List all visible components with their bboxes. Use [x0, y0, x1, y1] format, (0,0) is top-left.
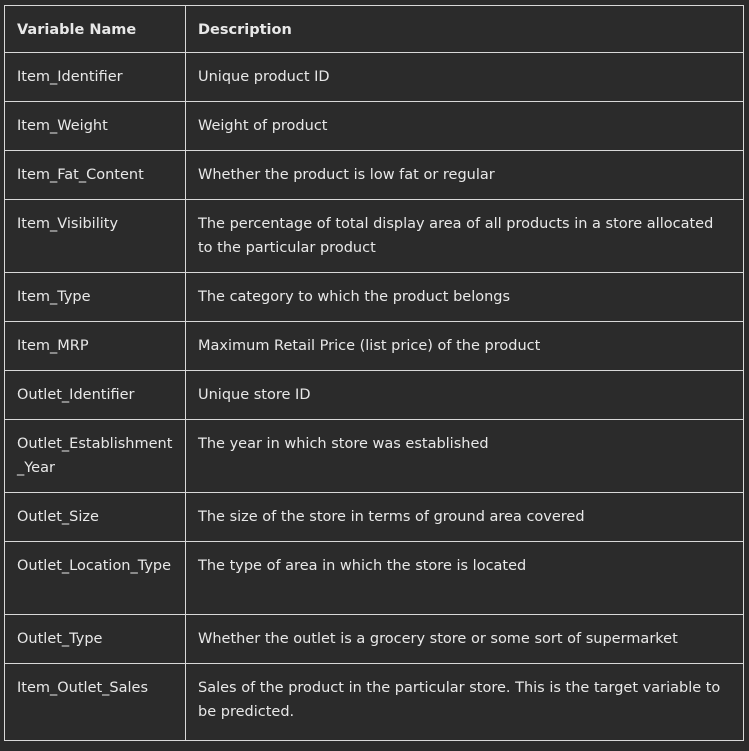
variable-name-cell: Item_Fat_Content	[5, 151, 186, 200]
table-row	[5, 371, 744, 420]
description-cell: Whether the product is low fat or regular	[186, 151, 744, 200]
description-cell: Weight of product	[186, 102, 744, 151]
table-header-row	[5, 6, 744, 53]
description-cell: The type of area in which the store is located	[186, 542, 744, 615]
table-row	[5, 322, 744, 371]
description-cell: Sales of the product in the particular store. This is the target variable to be predicted.	[186, 664, 744, 741]
description-cell: Maximum Retail Price (list price) of the product	[186, 322, 744, 371]
table-row	[5, 200, 744, 273]
header-variable-name: Variable Name	[5, 6, 186, 53]
variable-name-cell: Outlet_Establishment_Year	[5, 420, 186, 493]
variable-name-cell: Outlet_Location_Type	[5, 542, 186, 615]
variable-name-cell: Item_MRP	[5, 322, 186, 371]
variable-name-cell: Item_Weight	[5, 102, 186, 151]
variables-table-container	[4, 5, 743, 741]
table-row	[5, 615, 744, 664]
table-row	[5, 493, 744, 542]
variable-name-cell: Outlet_Size	[5, 493, 186, 542]
table-row	[5, 664, 744, 741]
description-cell: Unique store ID	[186, 371, 744, 420]
variable-name-cell: Outlet_Type	[5, 615, 186, 664]
table-row	[5, 102, 744, 151]
description-cell: The year in which store was established	[186, 420, 744, 493]
description-cell: The size of the store in terms of ground area covered	[186, 493, 744, 542]
table-row	[5, 542, 744, 615]
variable-name-cell: Outlet_Identifier	[5, 371, 186, 420]
variable-name-cell: Item_Type	[5, 273, 186, 322]
variable-name-cell: Item_Visibility	[5, 200, 186, 273]
variable-name-cell: Item_Outlet_Sales	[5, 664, 186, 741]
description-cell: Whether the outlet is a grocery store or some sort of supermarket	[186, 615, 744, 664]
table-row	[5, 53, 744, 102]
description-cell: The percentage of total display area of all products in a store allocated to the particular product	[186, 200, 744, 273]
variables-table	[4, 5, 744, 741]
table-row	[5, 273, 744, 322]
description-cell: Unique product ID	[186, 53, 744, 102]
table-row	[5, 420, 744, 493]
header-description: Description	[186, 6, 744, 53]
table-row	[5, 151, 744, 200]
variable-name-cell: Item_Identifier	[5, 53, 186, 102]
description-cell: The category to which the product belongs	[186, 273, 744, 322]
